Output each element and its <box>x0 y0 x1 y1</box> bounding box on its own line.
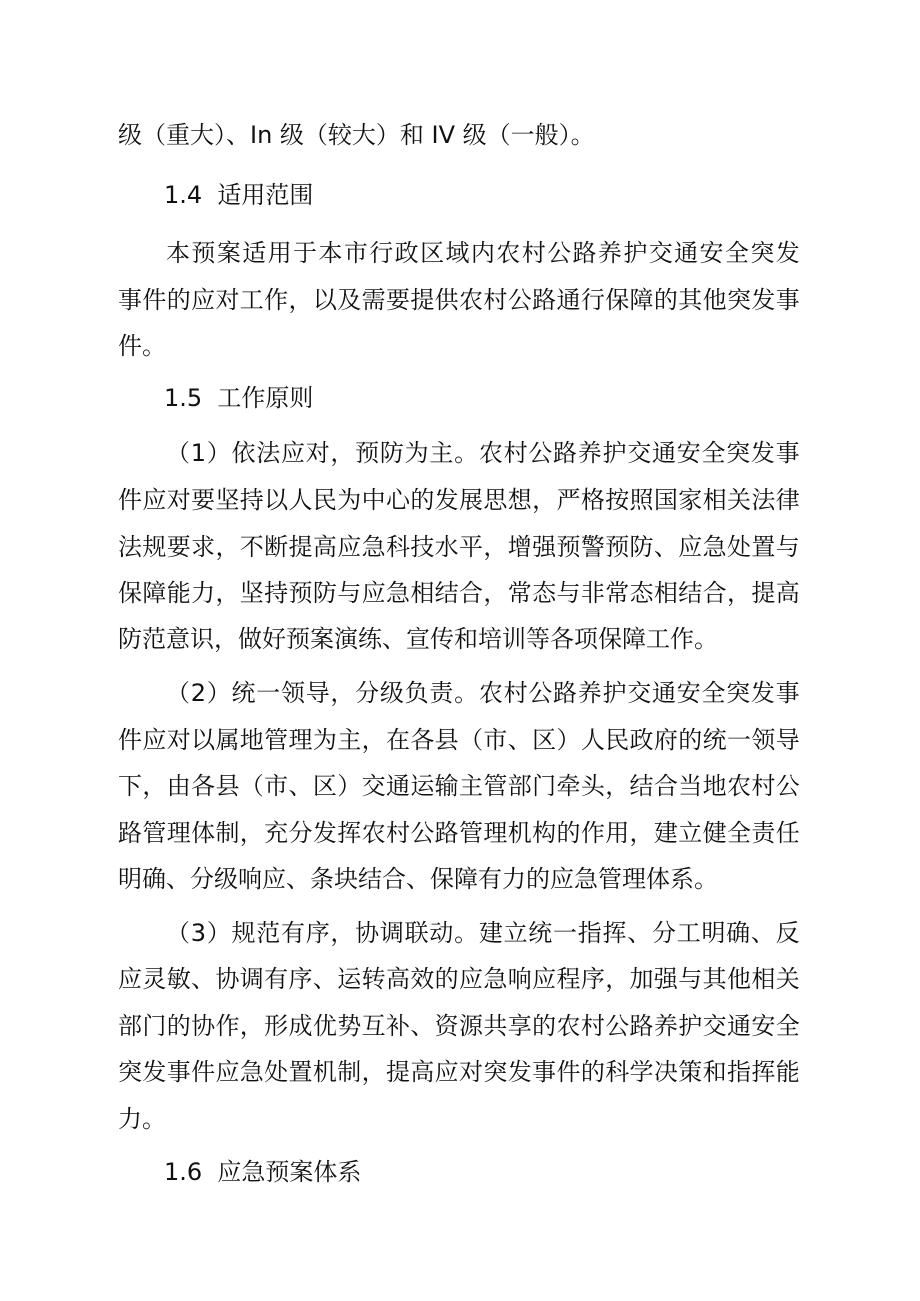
paragraph-line: （ 1 ） 依 法 应 对 ， 预 防 为 主 。 农 村 公 路 养 护 交 通 安 全 突 发 事 <box>166 439 800 467</box>
paragraph-line: 突 发 事 件 应 急 处 置 机 制 ， 提 高 应 对 突 发 事 件 的 科 学 决 策 和 指 挥 能 <box>118 1058 800 1086</box>
paragraph-line: 力。 <box>118 1105 166 1133</box>
paragraph-line: 应 灵 敏 、 协 调 有 序 、 运 转 高 效 的 应 急 响 应 程 序 ， 加 强 与 其 他 相 关 <box>118 965 800 993</box>
paragraph-line: 法 规 要 求 ， 不 断 提 高 应 急 科 技 水 平 ， 增 强 预 警 预 防 、 应 急 处 置 与 <box>118 533 800 561</box>
paragraph-line: （ 3 ） 规 范 有 序 ， 协 调 联 动 。 建 立 统 一 指 挥 、 分 工 明 确 、 反 <box>166 919 800 947</box>
paragraph-line: 本 预 案 适 用 于 本 市 行 政 区 域 内 农 村 公 路 养 护 交 通 安 全 突 发 <box>166 239 800 267</box>
paragraph-line: （ 2 ） 统 一 领 导 ， 分 级 负 责 。 农 村 公 路 养 护 交 通 安 全 突 发 事 <box>166 679 800 707</box>
paragraph-line: 下 ， 由 各 县 （ 市 、 区 ） 交 通 运 输 主 管 部 门 牵 头 ， 结 合 当 地 农 村 公 <box>118 772 800 800</box>
paragraph-line: 件。 <box>118 332 166 360</box>
paragraph-line: 路 管 理 体 制 ， 充 分 发 挥 农 村 公 路 管 理 机 构 的 作 用 ， 建 立 健 全 责 任 <box>118 819 800 847</box>
paragraph-line: 部 门 的 协 作 ， 形 成 优 势 互 补 、 资 源 共 享 的 农 村 公 路 养 护 交 通 安 全 <box>118 1012 800 1040</box>
paragraph-line: 明确、分级响应、条块结合、保障有力的应急管理体系。 <box>118 865 718 893</box>
paragraph-line: 件 应 对 以 属 地 管 理 为 主 ， 在 各 县 （ 市 、 区 ） 人 民 政 府 的 统 一 领 导 <box>118 726 800 754</box>
paragraph-line: 级（重大）、In 级（较大）和 IV 级（一般）。 <box>118 121 595 149</box>
paragraph-line: 事 件 的 应 对 工 作 ， 以 及 需 要 提 供 农 村 公 路 通 行 保 障 的 其 他 突 发 事 <box>118 286 800 314</box>
paragraph-line: 防范意识，做好预案演练、宣传和培训等各项保障工作。 <box>118 625 718 653</box>
section-heading: 1.4 适用范围 <box>164 181 314 209</box>
paragraph-line: 保 障 能 力 ， 坚 持 预 防 与 应 急 相 结 合 ， 常 态 与 非 常 态 相 结 合 ， 提 高 <box>118 579 800 607</box>
section-heading: 1.5 工作原则 <box>164 384 314 412</box>
paragraph-line: 件 应 对 要 坚 持 以 人 民 为 中 心 的 发 展 思 想 ， 严 格 按 照 国 家 相 关 法 律 <box>118 486 800 514</box>
section-heading: 1.6 应急预案体系 <box>164 1158 362 1186</box>
